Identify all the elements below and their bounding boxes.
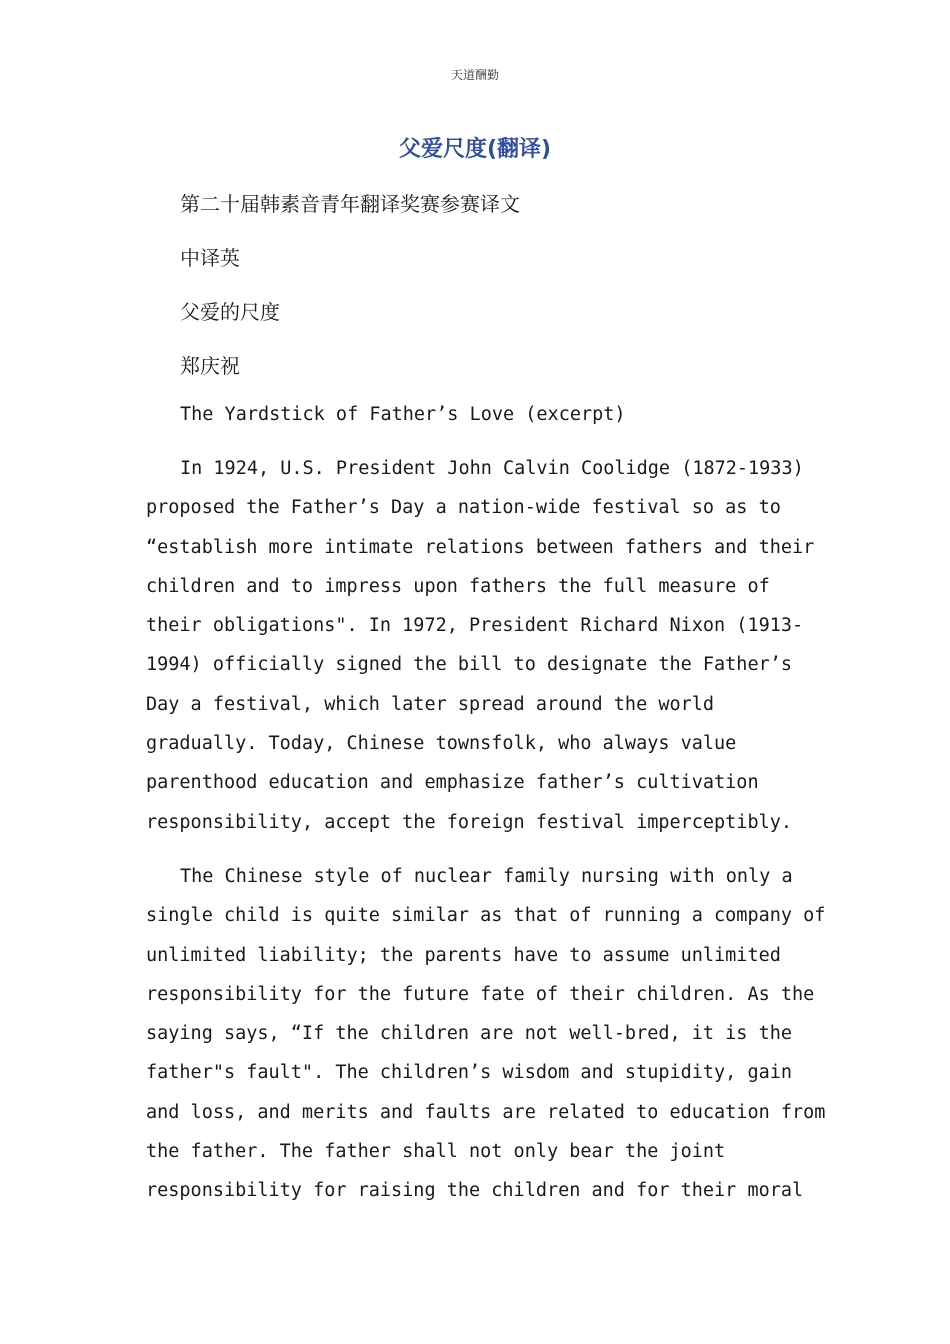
author-name: 郑庆祝 bbox=[180, 354, 240, 378]
english-title: The Yardstick of Father’s Love (excerpt) bbox=[180, 404, 626, 425]
paragraph-1: In 1924, U.S. President John Calvin Coolidge (1872-1933) proposed the Father’s Day a nation-wide festival so as to “establish more intimate relations between fathers and their children and to impress upon fathers the full measure of their obligations". In 1972, President Richard Nixon (1913-1994) officially signed the bill to designate the Father’s Day a festival, which later spread around the world gradually. Today, Chinese townsfolk, who always value parenthood education and emphasize father’s cultivation responsibility, accept the foreign festival imperceptibly. bbox=[146, 458, 815, 833]
competition-line: 第二十届韩素音青年翻译奖赛参赛译文 bbox=[180, 192, 520, 216]
translation-direction: 中译英 bbox=[180, 246, 240, 270]
original-title: 父爱的尺度 bbox=[180, 300, 280, 324]
header-watermark: 天道酬勤 bbox=[450, 68, 499, 82]
paragraph-2: The Chinese style of nuclear family nursing with only a single child is quite similar as that of running a company of unlimited liability; the parents have to assume unlimited responsibility for the future fate of their children. As the saying says, “If the children are not well-bred, it is the father"s fault". The children’s wisdom and stupidity, gain and loss, and merits and faults are related to education from the father. The father shall not only bear the joint responsibility for raising the children and for their moral bbox=[146, 866, 826, 1202]
document-title: 父爱尺度(翻译) bbox=[398, 137, 552, 162]
